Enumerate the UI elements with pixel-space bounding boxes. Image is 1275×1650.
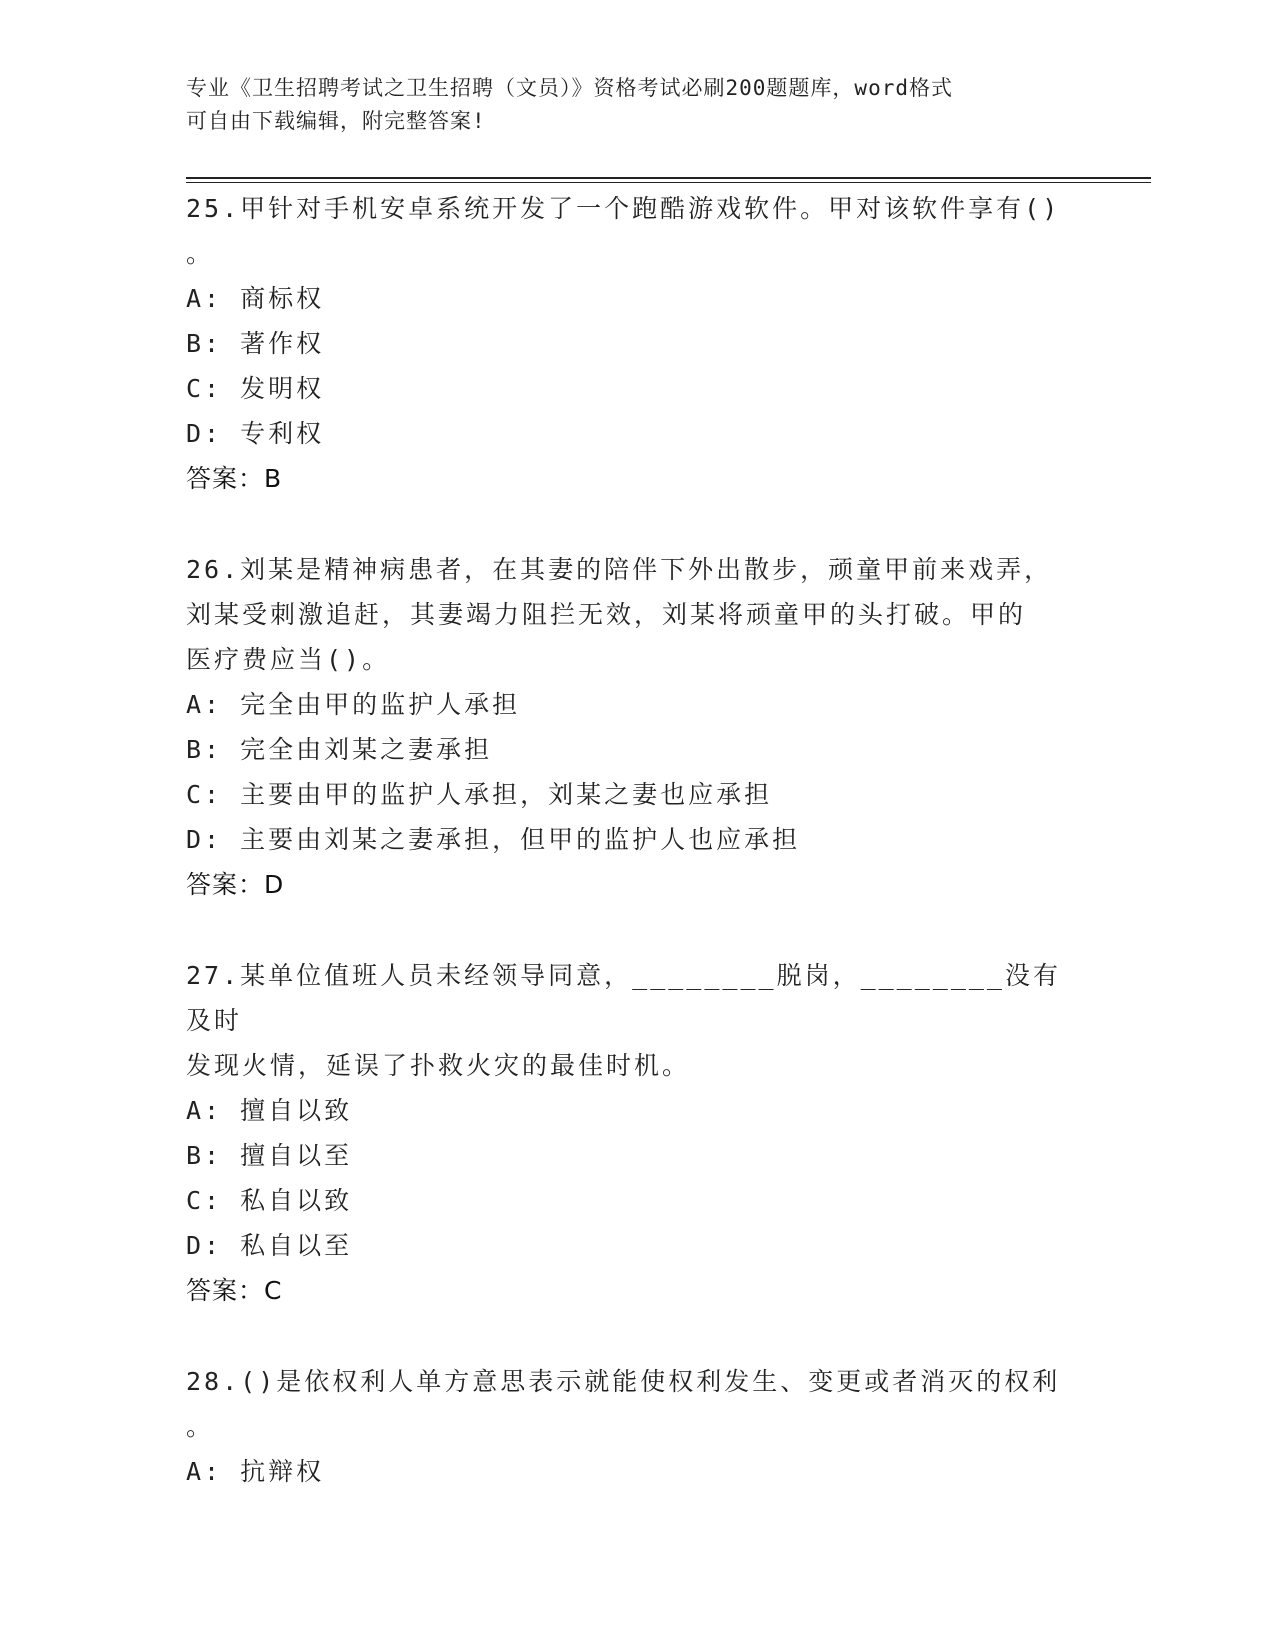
answer-option: B: 擅自以至 — [186, 1141, 353, 1170]
question-stem-line: 26.刘某是精神病患者，在其妻的陪伴下外出散步，顽童甲前来戏弄， — [186, 555, 1053, 584]
answer-key: 答案：B — [186, 464, 283, 493]
question-stem-line: 27.某单位值班人员未经领导同意，________脱岗，________没有及时 — [186, 961, 1061, 1035]
answer-key: 答案：D — [186, 870, 285, 899]
header-line-1: 专业《卫生招聘考试之卫生招聘（文员）》资格考试必刷200题题库，word格式 — [186, 76, 953, 100]
answer-option: A: 擅自以致 — [186, 1096, 353, 1125]
header-line-2: 可自由下载编辑，附完整答案! — [186, 109, 486, 133]
question-block — [186, 186, 1076, 501]
answer-option: D: 主要由刘某之妻承担，但甲的监护人也应承担 — [186, 825, 801, 854]
answer-option: A: 完全由甲的监护人承担 — [186, 690, 521, 719]
question-stem-line: 发现火情，延误了扑救火灾的最佳时机。 — [186, 1051, 691, 1080]
header-divider-thin — [186, 182, 1151, 183]
question-stem-line: 医疗费应当()。 — [186, 645, 391, 674]
question-stem-line: 28.()是依权利人单方意思表示就能使权利发生、变更或者消灭的权利 — [186, 1367, 1061, 1396]
question-block — [186, 1359, 1076, 1494]
answer-option: A: 抗辩权 — [186, 1457, 325, 1486]
answer-option: D: 私自以至 — [186, 1231, 353, 1260]
question-list — [186, 186, 1076, 1494]
question-stem-line: 25.甲针对手机安卓系统开发了一个跑酷游戏软件。甲对该软件享有() — [186, 194, 1061, 223]
header-divider-thick — [186, 177, 1151, 179]
question-stem-line: 。 — [186, 1412, 215, 1441]
answer-option: B: 完全由刘某之妻承担 — [186, 735, 493, 764]
answer-option: D: 专利权 — [186, 419, 325, 448]
answer-option: B: 著作权 — [186, 329, 325, 358]
question-block — [186, 953, 1076, 1313]
answer-option: C: 主要由甲的监护人承担，刘某之妻也应承担 — [186, 780, 773, 809]
answer-key: 答案：C — [186, 1276, 283, 1305]
answer-option: C: 私自以致 — [186, 1186, 353, 1215]
question-stem-line: 。 — [186, 239, 215, 268]
answer-option: A: 商标权 — [186, 284, 325, 313]
question-stem-line: 刘某受刺激追赶，其妻竭力阻拦无效，刘某将顽童甲的头打破。甲的 — [186, 600, 1027, 629]
question-block — [186, 547, 1076, 907]
document-header — [186, 72, 1066, 138]
answer-option: C: 发明权 — [186, 374, 325, 403]
